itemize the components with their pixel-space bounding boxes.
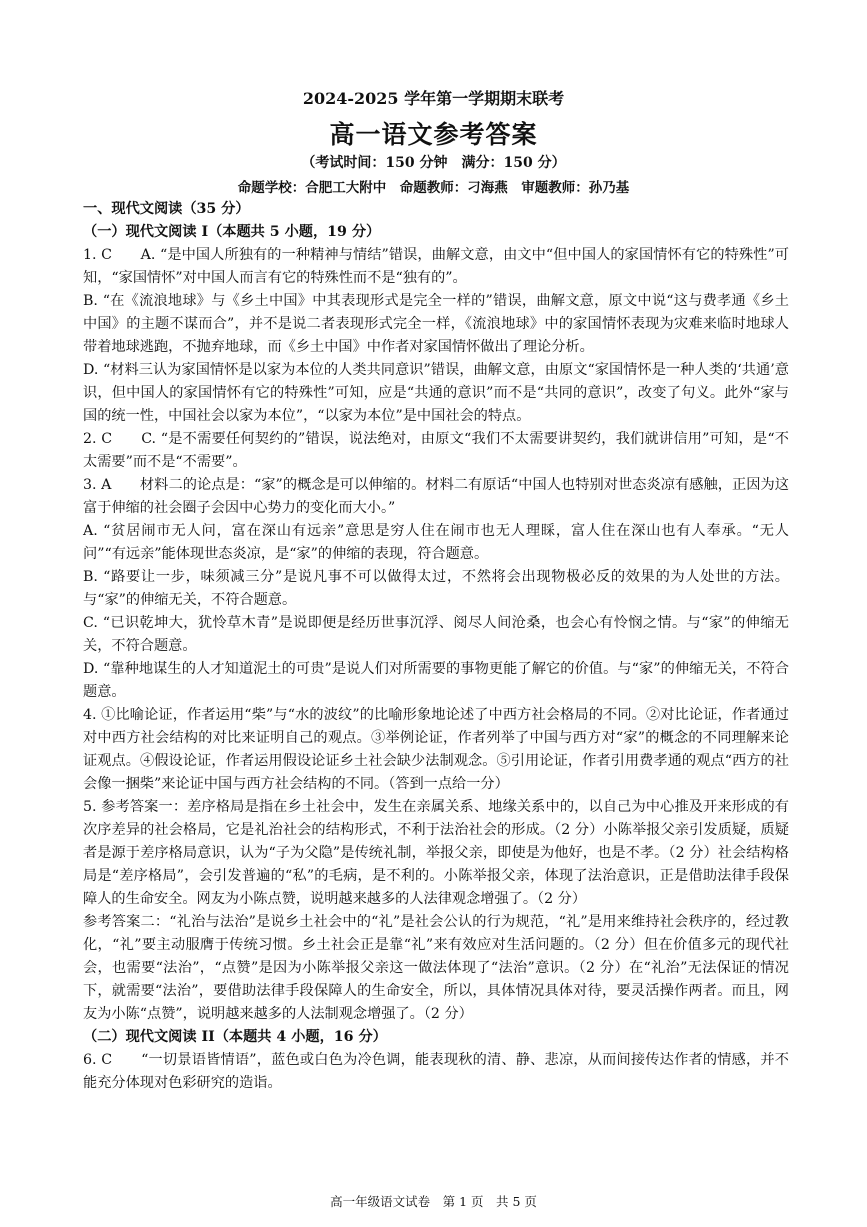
answer-body [83,198,789,1095]
answer-paragraph: C. “已识乾坤大，犹怜草木青”是说即便是经历世事沉浮、阅尽人间沧桑，也会心有怜悯之情。与“家”的伸缩无关，不符合题意。 [83,615,789,654]
exam-meta: （考试时间：150 分钟 满分：150 分） [301,155,566,171]
answer-paragraph: 2. C C. “是不需要任何契约的”错误，说法绝对，由原文“我们不太需要讲契约，我们就讲信用”可知，是“不太需要”而不是“不需要”。 [83,431,789,470]
answer-paragraph: A. “贫居闹市无人问，富在深山有远亲”意思是穷人住在闹市也无人理睬，富人住在深山也有人奉承。“无人问”“有远亲”能体现世态炎凉，是“家”的伸缩的表现，符合题意。 [83,523,789,562]
section-heading: 一、现代文阅读（35 分） [83,201,250,217]
subsection-heading: （二）现代文阅读 II（本题共 4 小题，16 分） [83,1029,387,1045]
answer-paragraph: B. “在《流浪地球》与《乡土中国》中其表现形式是完全一样的”错误，曲解文意，原文中说“这与费孝通《乡土中国》的主题不谋而合”，并不是说二者表现形式完全一样，《流浪地球》中的家国情怀表现为灾难来临时地球人带着地球逃跑，不抛弃地球，而《乡土中国》中作者对家国情怀做出了理论分析。 [83,293,789,355]
answer-paragraph: B. “路要让一步，味须减三分”是说凡事不可以做得太过，不然将会出现物极必反的效果的为人处世的方法。与“家”的伸缩无关，不符合题意。 [83,569,789,608]
exam-title: 2024-2025 学年第一学期期末联考 [302,89,565,108]
answer-paragraph: D. “靠种地谋生的人才知道泥土的可贵”是说人们对所需要的事物更能了解它的价值。与“家”的伸缩无关，不符合题意。 [83,661,789,700]
answer-paragraph: 参考答案二：“礼治与法治”是说乡土社会中的“礼”是社会公认的行为规范，“礼”是用来维持社会秩序的，经过教化，“礼”要主动服膺于传统习惯。乡土社会正是靠“礼”来有效应对生活问题的。（2 分）但在价值多元的现代社会，也需要“法治”，“点赞”是因为小陈举报父亲这一做法体现了“法治”意识。（2 分）在“礼治”无法保证的情况下，就需要“法治”，要借助法律手段保障人的生命安全，所以，具体情况具体对待，要灵活操作两者。而且，网友为小陈“点赞”，说明越来越多的人法制观念增强了。（2 分） [83,914,789,1022]
answer-paragraph: 1. C A. “是中国人所独有的一种精神与情结”错误，曲解文意，由文中“但中国人的家国情怀有它的特殊性”可知，“家国情怀”对中国人而言有它的特殊性而不是“独有的”。 [83,247,789,286]
exam-credits: 命题学校：合肥工大附中 命题教师：刁海燕 审题教师：孙乃基 [237,180,630,196]
subsection-heading: （一）现代文阅读 I（本题共 5 小题，19 分） [83,224,381,240]
document-title: 高一语文参考答案 [329,120,538,149]
page-footer: 高一年级语文试卷 第 1 页 共 5 页 [330,1194,537,1209]
answer-paragraph: 4. ①比喻论证，作者运用“柴”与“水的波纹”的比喻形象地论述了中西方社会格局的不同。②对比论证，作者通过对中西方社会结构的对比来证明自己的观点。③举例论证，作者列举了中国与西方对“家”的概念的不同理解来论证观点。④假设论证，作者运用假设论证乡土社会缺少法制观念。⑤引用论证，作者引用费孝通的观点“西方的社会像一捆柴”来论证中国与西方社会结构的不同。（答到一点给一分） [83,707,789,792]
answer-paragraph: 3. A 材料二的论点是：“家”的概念是可以伸缩的。材料二有原话“中国人也特别对世态炎凉有感触，正因为这富于伸缩的社会圈子会因中心势力的变化而大小。” [83,477,789,516]
answer-paragraph: D. “材料三认为家国情怀是以家为本位的人类共同意识”错误，曲解文意，由原文“家国情怀是一种人类的‘共通’意识，但中国人的家国情怀有它的特殊性”可知，应是“共通的意识”而不是“共同的意识”，改变了句义。此外“家与国的统一性，中国社会以家为本位”，“以家为本位”是中国社会的特点。 [83,362,789,424]
answer-paragraph: 5. 参考答案一：差序格局是指在乡土社会中，发生在亲属关系、地缘关系中的，以自己为中心推及开来形成的有次序差异的社会格局，它是礼治社会的结构形式，不利于法治社会的形成。（2 分）小陈举报父亲引发质疑，质疑者是源于差序格局意识，认为“子为父隐”是传统礼制，举报父亲，即使是为他好，也是不孝。（2 分）社会结构格局是“差序格局”，会引发普遍的“私”的毛病，是不利的。小陈举报父亲，体现了法治意识，正是借助法律手段保障人的生命安全。网友为小陈点赞，说明越来越多的人法律观念增强了。（2 分） [83,799,789,907]
answer-paragraph: 6. C “一切景语皆情语”，蓝色或白色为冷色调，能表现秋的清、静、悲凉，从而间接传达作者的情感，并不能充分体现对色彩研究的造诣。 [83,1052,789,1091]
